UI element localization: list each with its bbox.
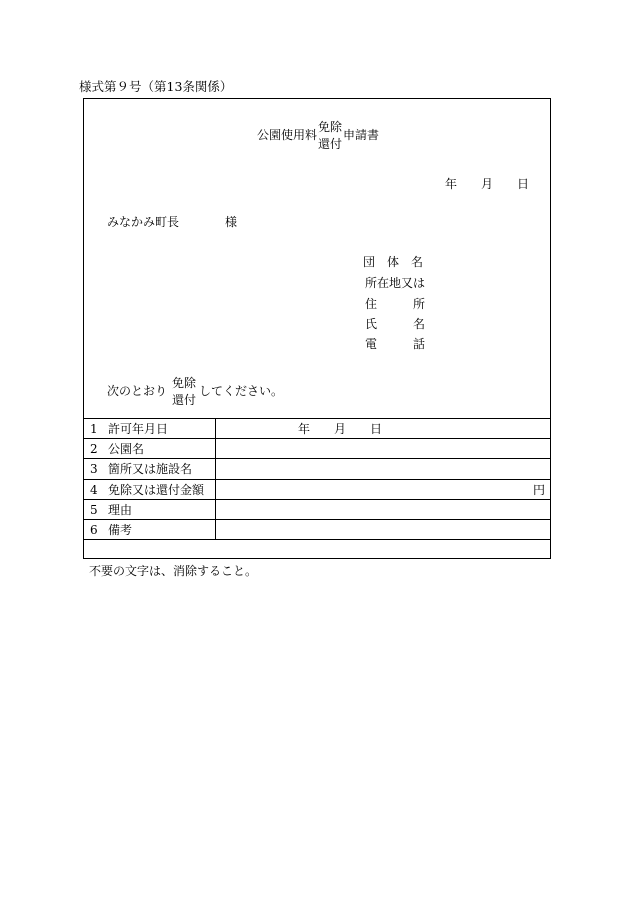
date-month: 月: [481, 177, 494, 191]
table-row-number: 4: [90, 483, 98, 497]
table-row-number: 5: [90, 503, 98, 517]
table-row-number: 2: [90, 442, 98, 456]
permit-date-day: 日: [370, 422, 383, 436]
table-row-label: 箇所又は施設名: [108, 462, 193, 476]
request-options: [172, 375, 196, 409]
title-suffix: 申請書: [343, 128, 380, 142]
table-top-border: [83, 418, 551, 419]
permit-date-year: 年: [298, 422, 311, 436]
table-row-number: 1: [90, 422, 98, 436]
table-row-number: 6: [90, 523, 98, 537]
applicant-address-label: 所在地又は: [365, 276, 426, 290]
table-row-label: 公園名: [108, 442, 145, 456]
date-day: 日: [517, 177, 530, 191]
request-prefix: 次のとおり: [107, 384, 168, 398]
table-row-divider: [83, 438, 551, 439]
applicant-group-name-label: 団 体 名: [363, 255, 424, 269]
table-row-divider: [83, 539, 551, 540]
request-suffix: してください。: [199, 384, 284, 398]
table-row-divider: [83, 519, 551, 520]
applicant-phone-label: 電 話: [365, 337, 426, 351]
permit-date-month: 月: [334, 422, 347, 436]
addressee-name: みなかみ町長: [107, 215, 180, 229]
title-prefix: 公園使用料: [257, 128, 318, 142]
table-row-label: 備考: [108, 523, 133, 537]
title-option-refund: 還付: [318, 137, 343, 151]
table-column-divider: [215, 418, 216, 539]
applicant-residence-label: 住 所: [365, 297, 426, 311]
form-number: 様式第９号（第13条関係）: [79, 79, 233, 94]
addressee-honorific: 様: [225, 215, 238, 229]
title-options: [318, 119, 342, 153]
date-year: 年: [445, 177, 458, 191]
table-row-divider: [83, 458, 551, 459]
title-option-exemption: 免除: [318, 120, 343, 134]
applicant-name-label: 氏 名: [365, 317, 426, 331]
amount-unit: 円: [533, 483, 546, 497]
table-row-label: 許可年月日: [108, 422, 169, 436]
table-row-divider: [83, 479, 551, 480]
table-row-label: 免除又は還付金額: [108, 483, 205, 497]
table-row-number: 3: [90, 462, 98, 476]
table-row-divider: [83, 499, 551, 500]
table-row-label: 理由: [108, 503, 133, 517]
request-option-refund: 還付: [172, 393, 197, 407]
request-option-exemption: 免除: [172, 376, 197, 390]
footnote: 不要の文字は、消除すること。: [89, 564, 258, 578]
